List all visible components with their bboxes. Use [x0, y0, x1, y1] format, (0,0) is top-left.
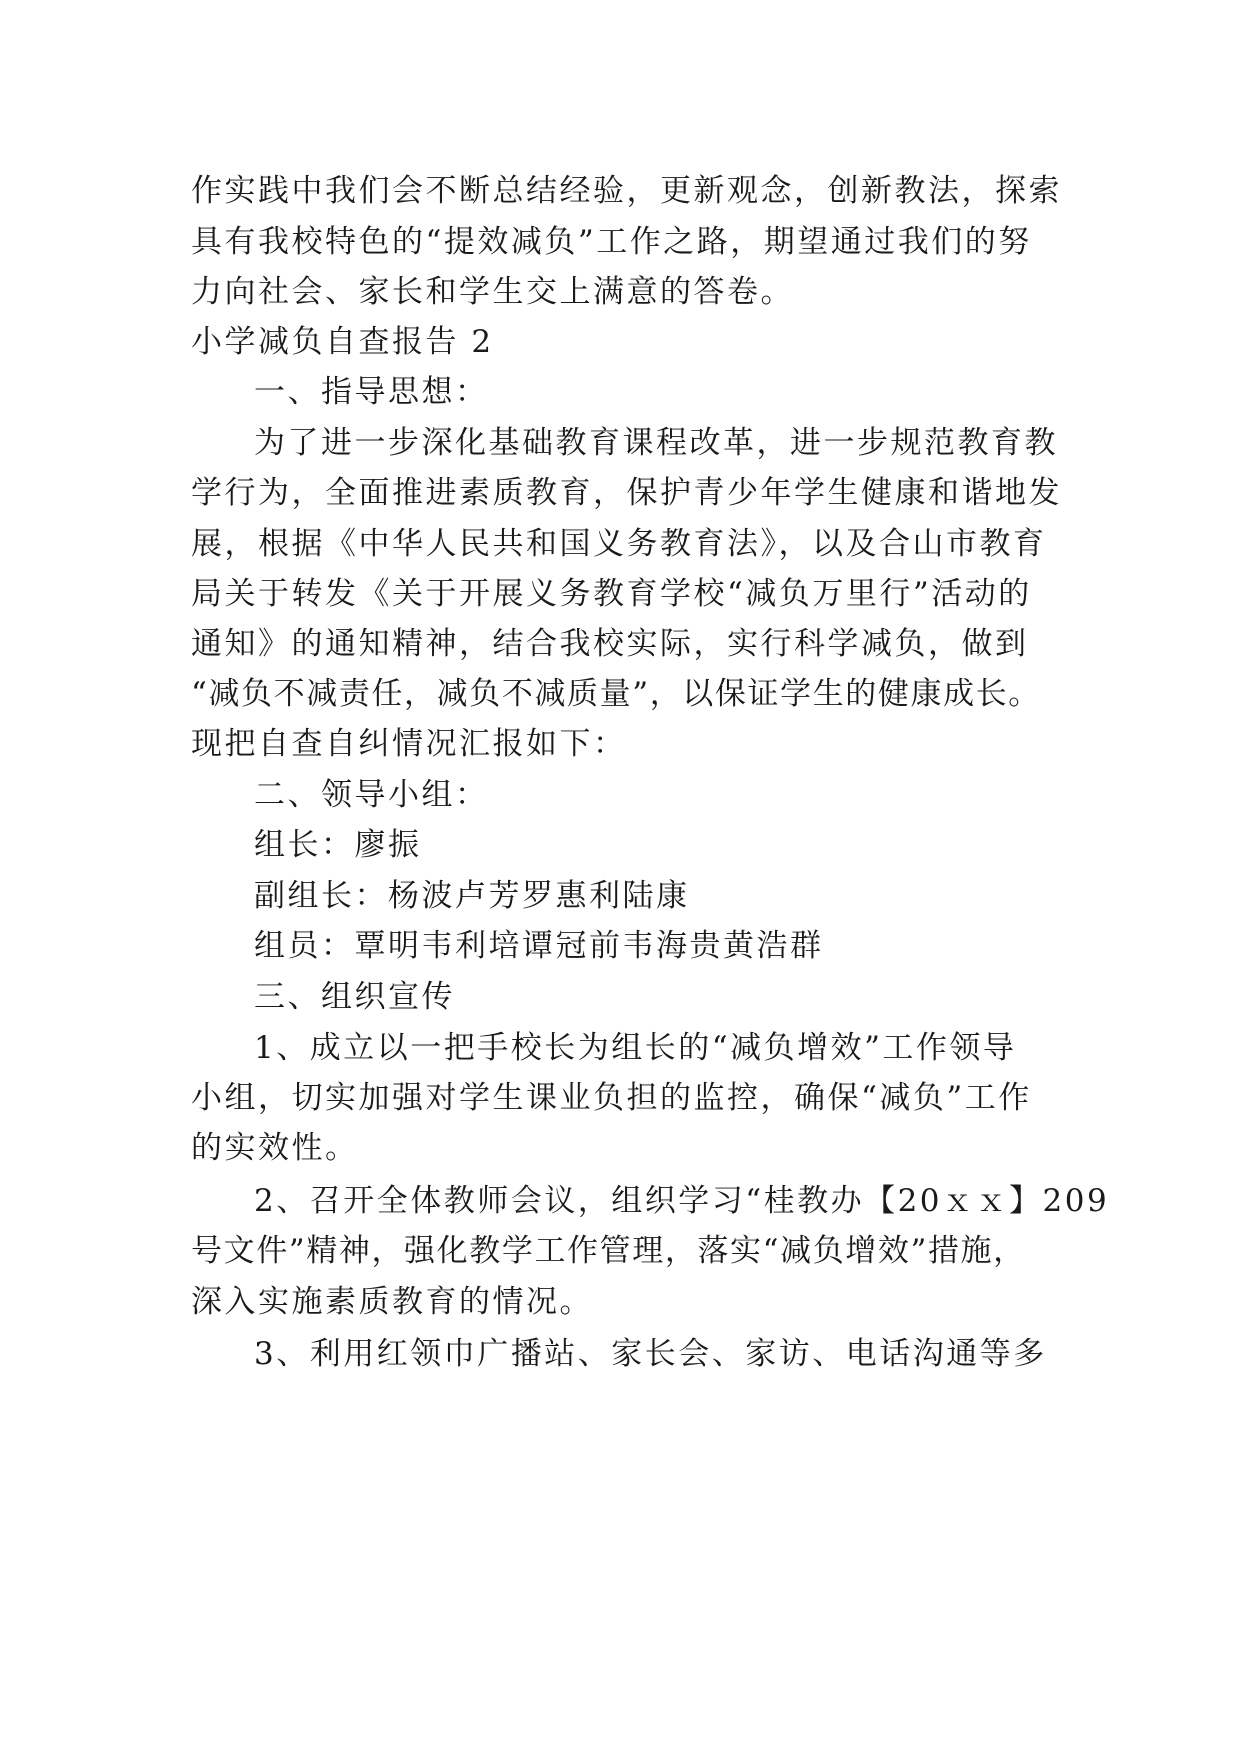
item1-line-3: 的实效性。 [191, 1130, 359, 1166]
section1-line-6: “减负不减责任，减负不减质量”，以保证学生的健康成长。 [191, 676, 1041, 712]
item2-line-3: 深入实施素质教育的情况。 [191, 1284, 593, 1320]
deputy-leaders-line: 副组长：杨波卢芳罗惠利陆康 [254, 878, 690, 914]
item2-line-1: 2、召开全体教师会议，组织学习“桂教办【20ｘｘ】209 [254, 1183, 1110, 1219]
report-title: 小学减负自查报告 2 [191, 324, 494, 360]
section3-heading: 三、组织宣传 [254, 979, 455, 1015]
section1-heading: 一、指导思想： [254, 374, 489, 410]
leader-line: 组长：廖振 [254, 827, 422, 863]
section1-line-3: 展，根据《中华人民共和国义务教育法》，以及合山市教育 [191, 526, 1047, 562]
section1-line-4: 局关于转发《关于开展义务教育学校“减负万里行”活动的 [191, 576, 1032, 612]
item1-line-2: 小组，切实加强对学生课业负担的监控，确保“减负”工作 [191, 1080, 1032, 1116]
intro-line-3: 力向社会、家长和学生交上满意的答卷。 [191, 274, 794, 310]
item1-line-1: 1、成立以一把手校长为组长的“减负增效”工作领导 [254, 1030, 1017, 1066]
section1-line-5: 通知》的通知精神，结合我校实际，实行科学减负，做到 [191, 626, 1029, 662]
section1-line-7: 现把自查自纠情况汇报如下： [191, 726, 627, 762]
item2-line-2: 号文件”精神，强化教学工作管理，落实“减负增效”措施， [191, 1233, 1026, 1269]
section2-heading: 二、领导小组： [254, 777, 489, 813]
section1-line-1: 为了进一步深化基础教育课程改革，进一步规范教育教 [254, 425, 1058, 461]
section1-line-2: 学行为，全面推进素质教育，保护青少年学生健康和谐地发 [191, 475, 1062, 511]
members-line: 组员：覃明韦利培谭冠前韦海贵黄浩群 [254, 928, 824, 964]
item3-line-1: 3、利用红领巾广播站、家长会、家访、电话沟通等多 [254, 1336, 1047, 1372]
intro-line-2: 具有我校特色的“提效减负”工作之路，期望通过我们的努 [191, 224, 1032, 260]
intro-line-1: 作实践中我们会不断总结经验，更新观念，创新教法，探索 [191, 173, 1062, 209]
